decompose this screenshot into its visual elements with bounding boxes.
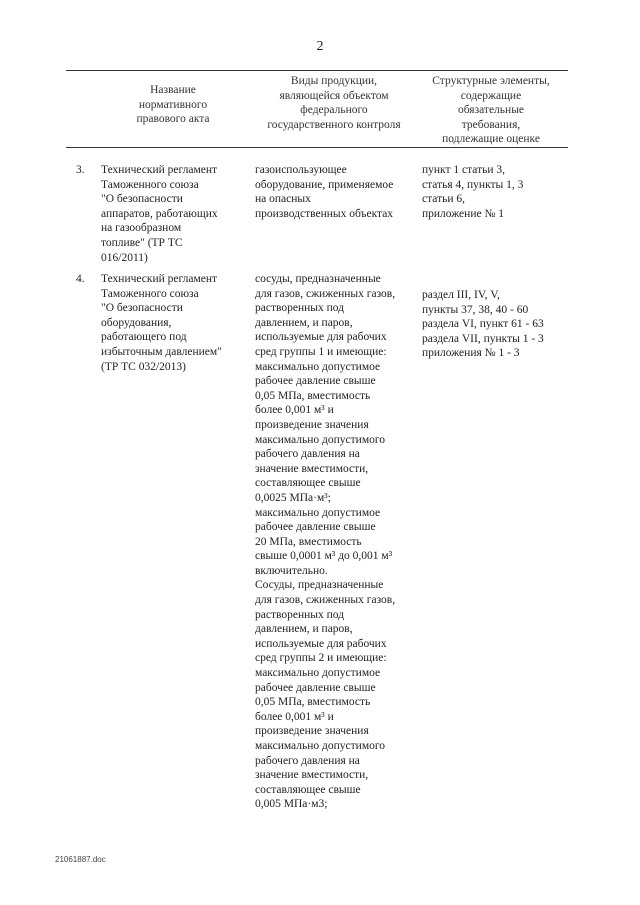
cell-line: рабочее давление свыше xyxy=(255,375,376,388)
row-product-types xyxy=(255,163,417,221)
cell-line: сосуды, предназначенные xyxy=(255,273,381,285)
cell-line: пункты 37, 38, 40 - 60 xyxy=(422,303,529,316)
cell-line: аппаратов, работающих xyxy=(101,207,218,220)
cell-line: избыточным давлением" xyxy=(101,345,222,358)
cell-line: оборудование, применяемое xyxy=(255,178,394,191)
header-line: федерального xyxy=(300,104,368,117)
cell-line: значение вместимости, xyxy=(255,769,369,782)
cell-line: производственных объектах xyxy=(255,207,394,220)
cell-line: рабочего давления на xyxy=(255,754,360,767)
cell-line: сред группы 2 и имеющие: xyxy=(255,652,387,665)
cell-line: рабочего давления на xyxy=(255,448,360,461)
cell-line: Таможенного союза xyxy=(101,287,199,300)
cell-line: оборудования, xyxy=(101,316,172,329)
cell-line: составляющее свыше xyxy=(255,783,361,796)
row-act-name xyxy=(101,272,251,374)
cell-line: для газов, сжиженных газов, xyxy=(255,287,396,300)
cell-line: максимально допустимое xyxy=(255,667,381,680)
row-structural-elements xyxy=(422,163,572,221)
header-act-name xyxy=(104,83,242,127)
header-line: Структурные элементы, xyxy=(432,75,550,87)
cell-line: более 0,001 м³ и xyxy=(255,710,334,723)
row-product-types xyxy=(255,272,417,812)
cell-line: пункт 1 статьи 3, xyxy=(422,164,506,176)
cell-line: растворенных под xyxy=(255,608,345,621)
header-line: требования, xyxy=(461,118,521,131)
header-line: правового акта xyxy=(136,113,210,126)
cell-line: максимально допустимое xyxy=(255,506,381,519)
cell-line: используемые для рабочих xyxy=(255,637,387,650)
cell-line: Таможенного союза xyxy=(101,178,199,191)
cell-line: статья 4, пункты 1, 3 xyxy=(422,178,524,191)
header-bottom-rule xyxy=(66,147,568,148)
row-number: 3. xyxy=(76,164,85,176)
header-product-types xyxy=(246,74,422,132)
cell-line: топливе" (ТР ТС xyxy=(101,236,183,249)
cell-line: на опасных xyxy=(255,193,311,206)
cell-line: значение вместимости, xyxy=(255,462,369,475)
header-line: Название xyxy=(150,84,196,96)
header-line: содержащие xyxy=(460,89,522,102)
header-line: государственного контроля xyxy=(267,118,401,131)
header-line: обязательные xyxy=(457,104,525,117)
row-act-name xyxy=(101,163,251,265)
cell-line: сред группы 1 и имеющие: xyxy=(255,345,387,358)
cell-line: максимально допустимое xyxy=(255,360,381,373)
cell-line: раздел III, IV, V, xyxy=(422,289,500,301)
cell-line: статьи 6, xyxy=(422,193,466,206)
cell-line: (ТР ТС 032/2013) xyxy=(101,360,186,373)
cell-line: приложение № 1 xyxy=(422,207,505,220)
cell-line: "О безопасности xyxy=(101,193,183,206)
cell-line: произведение значения xyxy=(255,725,369,738)
cell-line: Сосуды, предназначенные xyxy=(255,579,384,592)
cell-line: газоиспользующее xyxy=(255,164,347,176)
cell-line: 0,0025 МПа·м³; xyxy=(255,491,331,504)
header-line: подлежащие оценке xyxy=(442,133,540,146)
cell-line: растворенных под xyxy=(255,302,345,315)
cell-line: 0,05 МПа, вместимость xyxy=(255,696,371,709)
cell-line: рабочее давление свыше xyxy=(255,681,376,694)
cell-line: "О безопасности xyxy=(101,302,183,315)
cell-line: составляющее свыше xyxy=(255,477,361,490)
cell-line: более 0,001 м³ и xyxy=(255,404,334,417)
cell-line: давлением, и паров, xyxy=(255,316,353,329)
cell-line: приложения № 1 - 3 xyxy=(422,347,520,360)
page-number: 2 xyxy=(316,39,324,54)
table-top-rule xyxy=(66,70,568,71)
cell-line: работающего под xyxy=(101,331,187,344)
cell-line: рабочее давление свыше xyxy=(255,521,376,534)
header-line: нормативного xyxy=(138,98,208,111)
cell-line: свыше 0,0001 м³ до 0,001 м³ xyxy=(255,550,393,563)
cell-line: раздела VII, пункты 1 - 3 xyxy=(422,332,544,345)
cell-line: Технический регламент xyxy=(101,164,218,176)
header-line: Виды продукции, xyxy=(290,75,378,87)
row-number: 4. xyxy=(76,273,85,285)
cell-line: максимально допустимого xyxy=(255,740,386,752)
cell-line: используемые для рабочих xyxy=(255,331,387,344)
cell-line: на газообразном xyxy=(101,222,182,235)
cell-line: раздела VI, пункт 61 - 63 xyxy=(422,318,544,331)
cell-line: 20 МПа, вместимость xyxy=(255,535,362,548)
cell-line: 016/2011) xyxy=(101,251,148,264)
row-structural-elements xyxy=(422,288,572,361)
cell-line: 0,05 МПа, вместимость xyxy=(255,389,371,402)
header-line: являющейся объектом xyxy=(279,89,389,102)
cell-line: максимально допустимого xyxy=(255,433,386,446)
cell-line: включительно. xyxy=(255,564,328,577)
cell-line: произведение значения xyxy=(255,418,369,431)
document-filename: 21061887.doc xyxy=(55,855,106,864)
cell-line: для газов, сжиженных газов, xyxy=(255,594,396,607)
cell-line: 0,005 МПа·м3; xyxy=(255,798,328,811)
cell-line: давлением, и паров, xyxy=(255,623,353,636)
cell-line: Технический регламент xyxy=(101,273,218,285)
header-structural-elements xyxy=(418,74,564,147)
